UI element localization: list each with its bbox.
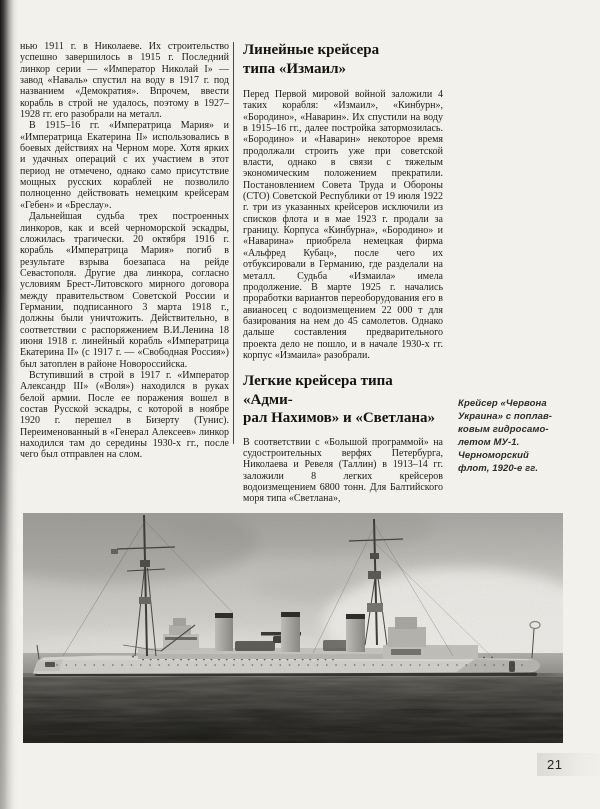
caption-line: Черноморский — [458, 450, 529, 461]
right-text-column — [243, 41, 443, 505]
column-divider-rule — [233, 42, 234, 444]
paragraph-izmail: Перед Первой мировой войной заложили 4 таких корабля: «Измаил», «Кинбурн», «Бородино», «Наварин». Их спустили на воду в 1915–16 гг., далее постройка затормозилась. «Бородино» и «Наварин» некоторое время продолжали строить уже при советской власти, однако в связи с тяжелым экономическим положением прекратили. Постановлением Совета Труда и Обороны (СТО) Советской Республики от 19 июля 1922 г. три из указанных крейсеров исключили из списков флота и в мае 1923 г. продали за границу. Корпуса «Кинбурна», «Бородино» и «Наварина» приобрела немецкая фирма «Альфред Кубац», после чего их отбуксировали в Германию, где разделали на металл. Судьба «Измаила» имела продолжение. В марте 1925 г. начались проработки вариантов переоборудования его в авианосец с водоизмещением 22 000 т для базирования на нем до 45 самолетов. Однако дальше составления предварительного проекта дело не пошло, и в начале 1930-х гг. корпус «Измаила» разобрали. — [243, 89, 443, 361]
paragraph-nikolai: нью 1911 г. в Николаеве. Их строительство успешно завершилось в 1915 г. Последний линкор серии — «Император Николай I» — завод «Наваль» спустил на воду в 1917 г. под названием «Демократия». Впрочем, ввести корабль в строй не удалось, поэтому в 1927–1928 гг. его разобрали на металл. — [20, 41, 229, 121]
caption-line: ковым гидросамо- — [458, 424, 549, 435]
left-text-column — [20, 41, 229, 461]
paragraph-mariya-ekaterina: В 1915–16 гг. «Императрица Мария» и «Императрица Екатерина II» использовались в боевых действиях на Черном море. Хотя ярких и удачных операций с их участием в этот период не отмечено, однако само присутствие мощных русских кораблей не позволило полноценно действовать немецким крейсерам «Гебен» и «Бреслау». — [20, 120, 229, 211]
cruiser-photo-image — [23, 513, 563, 743]
page-number: 21 — [547, 757, 563, 772]
caption-line: Крейсер «Червона — [458, 398, 547, 409]
heading-line: Линейные крейсера — [243, 42, 380, 58]
caption-line: флот, 1920-е гг. — [458, 463, 539, 474]
heading-line: Легкие крейсера типа «Адми- — [243, 373, 393, 408]
photo-caption — [458, 397, 568, 475]
heading-line: рал Нахимов» и «Светлана» — [243, 410, 435, 427]
section-heading-izmail — [243, 41, 443, 78]
paragraph-aleksandr-iii: Вступивший в строй в 1917 г. «Император Александр III» («Воля») находился в руках белой армии. После ее поражения вошел в состав Русской эскадры, с которой в ноябре 1920 г. перешел в Бизерту (Тунис). Переименованный в «Генерал Алексеев» линкор находился там до середины 1930-х гг., после чего был отправлен на слом. — [20, 369, 229, 461]
paragraph-sudba-linkorov: Дальнейшая судьба трех построенных линкоров, как и всей черноморской эскадры, сложилась трагически. 20 октября 1916 г. корабль «Императрица Мария» погиб в результате взрыва боезапаса на рейде Севастополя. Другие два линкора, согласно условиям Брест-Литовского мирного договора между правительством Советской России и Германии, подписанного 3 марта 1918 г., должны были уничтожить. Действительно, в соответствии с распоряжением В.И.Ленина 18 июня 1918 г. линейный корабль «Императрица Екатерина II» (с 1917 г. — «Свободная Россия») был затоплен в районе Новороссийска. — [20, 211, 229, 370]
caption-line: Украина» с поплав- — [458, 411, 553, 422]
caption-line: летом МУ-1. — [458, 437, 520, 448]
heading-line: типа «Измаил» — [243, 60, 347, 77]
page-number-band — [537, 753, 600, 776]
book-gutter-shadow-fade — [0, 0, 18, 809]
paragraph-svetlana: В соответствии с «Большой программой» на судостроительных верфях Петербурга, Николаева и Ревеля (Таллин) в 1913–14 гг. заложили 8 легких крейсеров водоизмещением 6800 тонн. Для Балтийского моря типа «Светлана», — [243, 436, 443, 505]
section-heading-svetlana — [243, 372, 443, 428]
cruiser-photograph — [23, 513, 563, 743]
